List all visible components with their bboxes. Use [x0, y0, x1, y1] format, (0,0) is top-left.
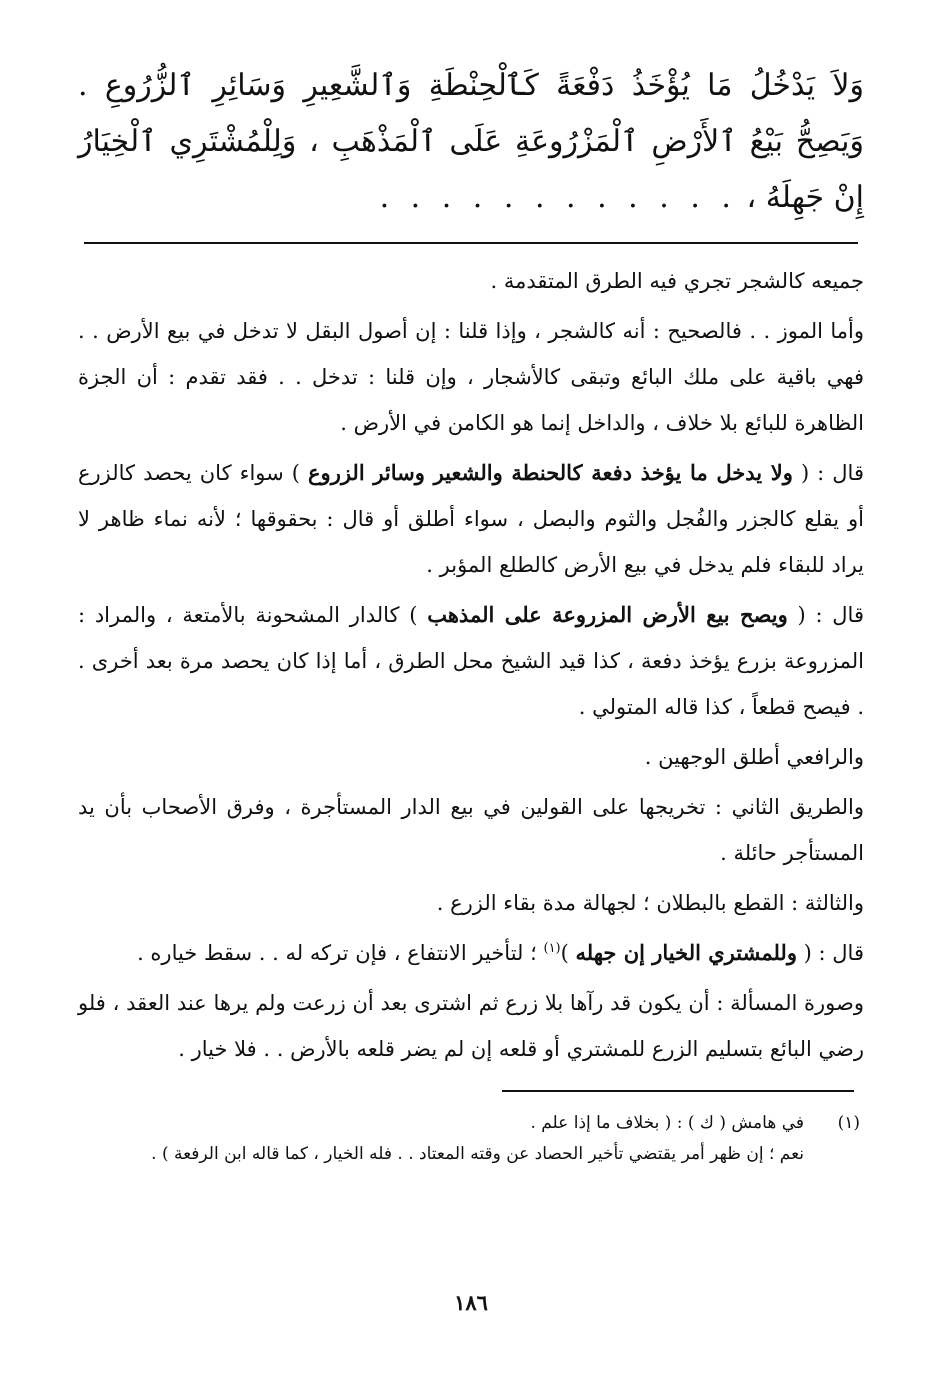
matn-text	[78, 58, 864, 226]
footnote-line-2: نعم ؛ إن ظهر أمر يقتضي تأخير الحصاد عن وقته المعتاد . . فله الخيار ، كما قاله ابن الرفعة ) .	[151, 1144, 804, 1164]
footnote-1	[74, 1108, 860, 1139]
footnote-line-1: في هامش ( ك ) : ( بخلاف ما إذا علم .	[530, 1113, 804, 1133]
commentary-paragraph-1: جميعه كالشجر تجري فيه الطرق المتقدمة .	[490, 269, 864, 293]
matn-body: وَلاَ يَدْخُلُ مَا يُؤْخَذُ دَفْعَةً كَٱلْحِنْطَةِ وَٱلشَّعِيرِ وَسَائِرِ ٱلزُّرُوعِ . وَيَصِحُّ بَيْعُ ٱلأَرْضِ ٱلْمَزْرُوعَةِ عَلَى ٱلْمَذْهَبِ ، وَلِلْمُشْتَرِي ٱلْخِيَارُ إِنْ جَهِلَهُ ،	[78, 68, 864, 215]
commentary-paragraph-5: والرافعي أطلق الوجهين .	[644, 745, 864, 769]
quote-rest: ) سواء كان يحصد كالزرع أو يقلع كالجزر والفُجل والثوم والبصل ، سواء أطلق أو قال : بحقوقها ؛ لأنه نماء ظاهر لا يراد للبقاء فلم يدخل في بيع الأرض كالطلع المؤبر .	[78, 461, 864, 577]
footnote-marker[interactable]: (١)	[543, 941, 561, 956]
commentary-paragraph-6: والطريق الثاني : تخريجها على القولين في بيع الدار المستأجرة ، وفرق الأصحاب بأن يد المستأجر حائلة .	[78, 795, 864, 865]
quoted-matn: ولا يدخل ما يؤخذ دفعة كالحنطة والشعير وسائر الزروع	[308, 460, 793, 485]
commentary-paragraph-4	[78, 592, 864, 730]
quote-rest: ؛ لتأخير الانتفاع ، فإن تركه له . . سقط خياره .	[137, 941, 537, 965]
matn-separator-rule	[84, 242, 858, 244]
matn-dots: . . . . . . . . . . . .	[379, 180, 737, 215]
quote-intro: قال : (	[803, 941, 864, 965]
commentary-paragraph-9: وصورة المسألة : أن يكون قد رآها بلا زرع ثم اشترى بعد أن زرعت ولم يرها عند العقد ، فلو رضي البائع بتسليم الزرع للمشتري أو قلعه إن لم يضر قلعه بالأرض . . فلا خيار .	[78, 991, 864, 1061]
commentary-paragraph-7: والثالثة : القطع بالبطلان ؛ لجهالة مدة بقاء الزرع .	[436, 891, 864, 915]
commentary-paragraph-3	[78, 450, 864, 588]
commentary-paragraph-2: وأما الموز . . فالصحيح : أنه كالشجر ، وإذا قلنا : إن أصول البقل لا تدخل في بيع الأرض . . فهي باقية على ملك البائع وتبقى كالأشجار ، وإن قلنا : تدخل . . فقد تقدم : أن الجزة الظاهرة للبائع بلا خلاف ، والداخل إنما هو الكامن في الأرض .	[78, 319, 864, 435]
quoted-matn: ويصح بيع الأرض المزروعة على المذهب	[427, 602, 788, 627]
footnote-number: (١)	[837, 1113, 860, 1133]
footnote-separator-rule	[502, 1090, 854, 1092]
book-page	[78, 58, 864, 1358]
page-number: ١٨٦	[454, 1290, 488, 1315]
quote-intro: قال : (	[797, 603, 864, 627]
quote-rest: ) كالدار المشحونة بالأمتعة ، والمراد : المزروعة بزرع يؤخذ دفعة ، كذا قيد الشيخ محل الطرق ، أما إذا كان يحصد مرة بعد أخرى . . فيصح قطعاً ، كذا قاله المتولي .	[78, 603, 864, 719]
quote-close: )	[560, 941, 569, 965]
footnotes	[74, 1108, 860, 1170]
quoted-matn: وللمشتري الخيار إن جهله	[575, 940, 797, 965]
quote-intro: قال : (	[800, 461, 864, 485]
commentary-paragraph-8	[78, 930, 864, 976]
commentary	[78, 258, 864, 1072]
